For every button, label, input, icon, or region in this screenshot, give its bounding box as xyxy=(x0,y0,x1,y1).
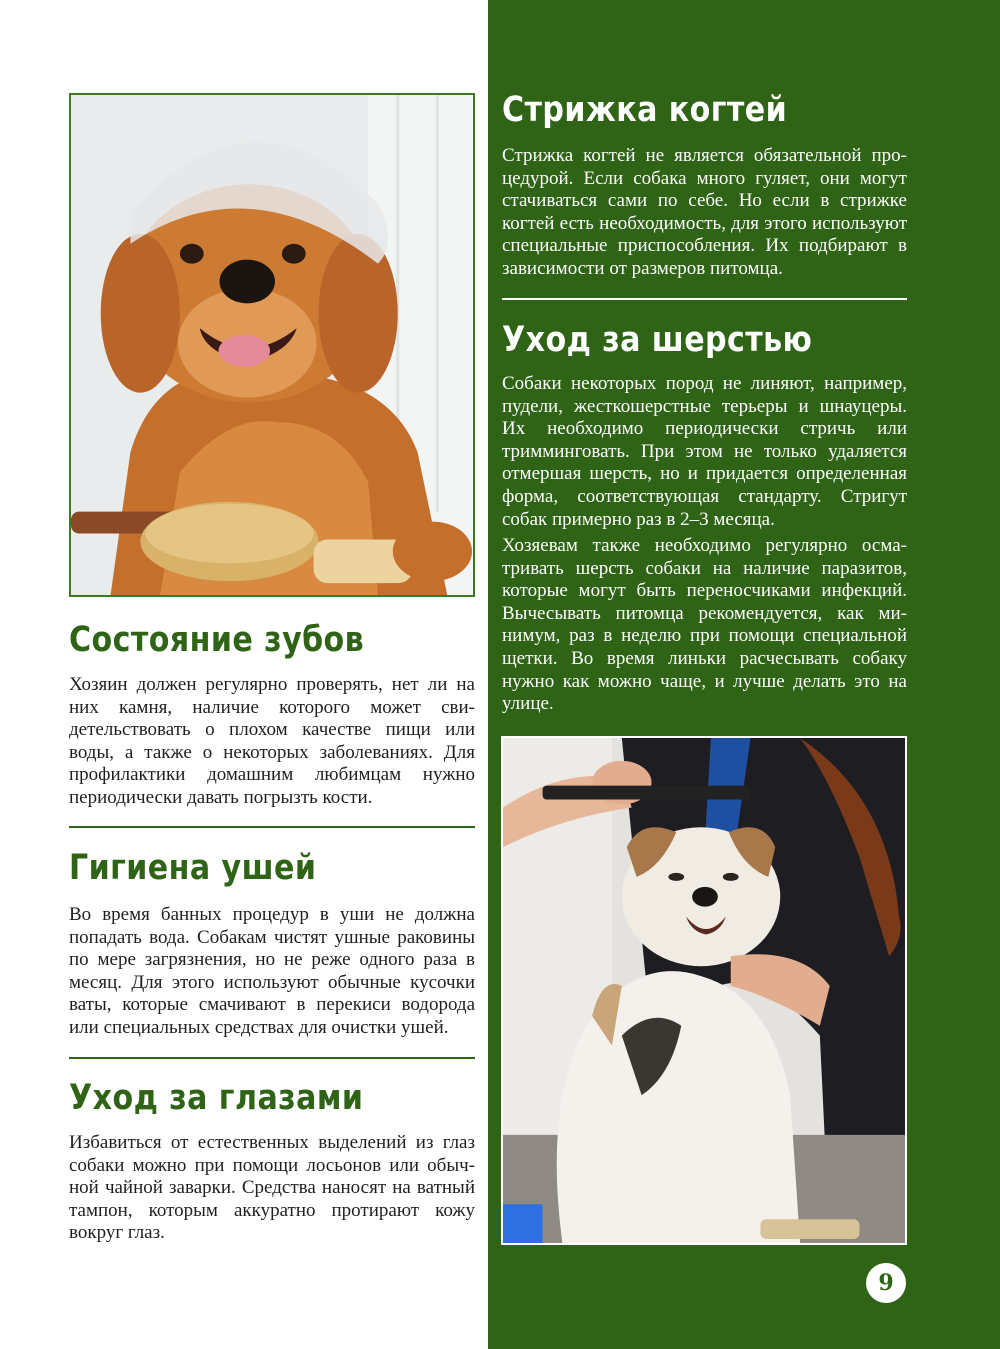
heading-ears: Гигиена ушей xyxy=(69,848,317,888)
paragraph-eyes: Избавиться от естественных выделений из глаз собаки можно при помощи лосьонов или обычной чайной заварки. Средства наносят на ватный тампон, которым аккуратно протирают кожу вокруг глаз. xyxy=(69,1132,475,1244)
paragraph-claws: Стрижка когтей не является обязательной процедурой. Если собака много гуляет, они могут стачиваться сами по себе. Но если в стрижке когтей есть необходимость, для этого используют специальные приспособления. Их подбирают в зависимости от размеров питомца. xyxy=(502,145,907,279)
page-number: 9 xyxy=(866,1263,906,1303)
paragraph-teeth: Хозяин должен регулярно проверять, нет ли на них камня, наличие которого может свидетельствовать о плохом качестве пищи или воды, а также о некоторых заболеваниях. Для профилактики домашним любимцам нужно периодически давать погрызть кости. xyxy=(69,674,475,808)
photo-dog-bath xyxy=(69,93,475,597)
divider xyxy=(502,298,907,300)
divider xyxy=(69,1057,475,1059)
heading-eyes: Уход за глазами xyxy=(69,1078,364,1118)
heading-teeth: Состояние зубов xyxy=(69,620,365,660)
grooming-illustration xyxy=(503,738,905,1243)
photo-grooming xyxy=(501,736,907,1245)
heading-coat: Уход за шерстью xyxy=(502,320,813,360)
paragraph-coat: Собаки некоторых пород не линяют, например, пудели, жесткошерстные терьеры и шнауцеры. Их необходимо периодически стричь или тримминговать. При этом не только удаляется отмершая шерсть, но и придается определенная форма, соответствующая стандарту. Стригут собак примерно раз в 2–3 месяца. xyxy=(502,373,907,530)
divider xyxy=(69,826,475,828)
heading-claws: Стрижка когтей xyxy=(502,90,788,130)
paragraph-coat-2: Хозяевам также необходимо регулярно осматривать шерсть собаки на наличие паразитов, которые могут быть переносчиками инфекций. Вычесывать питомца рекомендуется, как минимум, раз в неделю при помощи специальной щетки. Во время линьки расчесывать собаку нужно как можно чаще, и лучше делать это на улице. xyxy=(502,535,907,715)
paragraph-ears: Во время банных процедур в уши не должна попадать вода. Собакам чистят ушные раковины по мере загрязнения, но не реже одного раза в месяц. Для этого используют обычные кусочки ваты, которые смачивают в перекиси водорода или специальных средствах для очистки ушей. xyxy=(69,904,475,1038)
dog-bath-illustration xyxy=(71,95,473,595)
